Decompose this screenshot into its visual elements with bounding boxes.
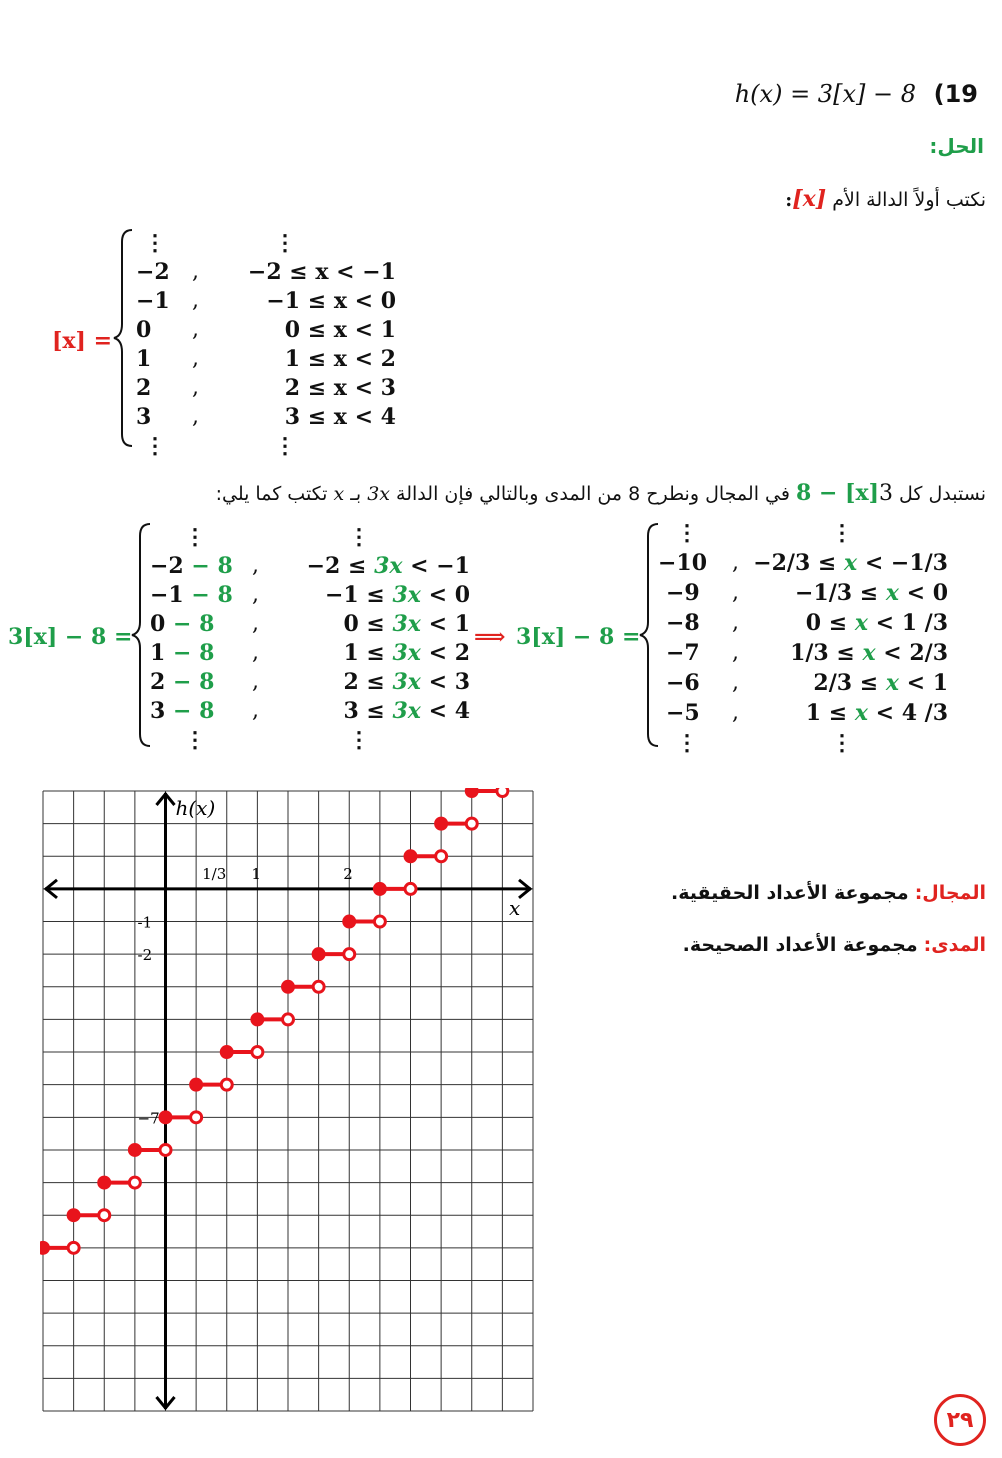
parent-lhs [52, 328, 112, 354]
page-number-text: ٢٩ [946, 1407, 974, 1433]
problem-function: h(x) = 3[x] − 8 [734, 80, 916, 108]
result-brace [638, 522, 660, 752]
step-open-point [99, 1210, 110, 1221]
result-row-interval [795, 580, 948, 606]
intro-symbol: [x] [792, 186, 827, 212]
step-closed-point [221, 1046, 233, 1058]
range-label: المدى: [923, 934, 986, 956]
result-row-comma: , [732, 670, 739, 695]
y-tick-label: -1 [137, 913, 153, 932]
parent-row [136, 433, 396, 462]
result-interval-c: < 1 /3 [867, 610, 948, 636]
x-tick-label: 1/3 [202, 864, 227, 883]
result-interval-a: 0 ≤ [805, 610, 855, 636]
step-closed-point [343, 916, 355, 928]
parent-row-value: 3 [136, 404, 152, 430]
transformed-value-num: ⋮ [184, 727, 206, 753]
transformed-interval-b: 3x [392, 698, 421, 724]
range-text: مجموعة الأعداد الصحيحة. [682, 934, 918, 956]
result-interval-a: ⋮ [831, 520, 853, 546]
result-row-value: −10 [658, 550, 708, 576]
step-closed-point [98, 1177, 110, 1189]
parent-row [136, 259, 396, 288]
parent-row-interval: 2 ≤ x < 3 [284, 375, 396, 401]
intro-colon: : [785, 189, 793, 211]
step-open-point [283, 1014, 294, 1025]
parent-brace-svg [112, 228, 134, 448]
transformed-row-interval [343, 640, 470, 666]
step-open-point [129, 1177, 140, 1188]
step-open-point [68, 1242, 79, 1253]
step-open-point [160, 1144, 171, 1155]
result-row [658, 520, 948, 550]
result-row-value: −6 [666, 670, 700, 696]
result-row-comma: , [732, 640, 739, 665]
result-row-value: −9 [666, 580, 700, 606]
transformed-row [150, 698, 470, 727]
implies-arrow-text: ⟹ [474, 624, 506, 650]
transformed-value-minus: − 8 [183, 582, 233, 608]
transformed-row-value [150, 611, 214, 637]
step-closed-point [435, 818, 447, 830]
transformed-row-interval [343, 698, 470, 724]
transformed-interval-a: 2 ≤ [343, 669, 393, 695]
transformed-row-comma: , [252, 611, 259, 636]
implies-arrow [474, 624, 506, 650]
result-row-interval [806, 610, 948, 636]
step-open-point [191, 1112, 202, 1123]
transformed-row-comma: , [252, 640, 259, 665]
transformed-interval-c: < 0 [420, 582, 470, 608]
result-row-interval [831, 520, 853, 546]
result-interval-a: 2/3 ≤ [813, 670, 886, 696]
transformed-interval-a: 1 ≤ [343, 640, 393, 666]
result-interval-a: 1/3 ≤ [790, 640, 863, 666]
transformed-interval-b: 3x [392, 640, 421, 666]
parent-row-interval: −1 ≤ x < 0 [266, 288, 396, 314]
transformed-row-value [184, 727, 206, 753]
transformed-interval-a: 0 ≤ [343, 611, 393, 637]
graph [40, 788, 536, 1418]
step-closed-point [68, 1209, 80, 1221]
parent-row-interval: ⋮ [274, 230, 296, 256]
range-line [683, 934, 986, 956]
parent-row [136, 404, 396, 433]
replace-sentence [216, 480, 986, 506]
replace-3x: 3x [367, 483, 390, 505]
y-tick-label: −7 [137, 1109, 160, 1128]
parent-row-comma: , [192, 375, 199, 400]
parent-row-value: ⋮ [144, 230, 166, 256]
result-rows [658, 520, 948, 760]
result-row [658, 640, 948, 670]
parent-row-value: 2 [136, 375, 152, 401]
transformed-interval-c: < 3 [420, 669, 470, 695]
x-tick-label: 1 [251, 864, 261, 883]
transformed-interval-c: < 1 [420, 611, 470, 637]
replace-part4: تكتب كما يلي: [215, 483, 328, 505]
step-closed-point [251, 1013, 263, 1025]
result-interval-b: x [844, 550, 858, 576]
transformed-row-value [150, 640, 214, 666]
result-interval-c: < 4 /3 [867, 700, 948, 726]
transformed-interval-c: < −1 [402, 553, 470, 579]
transformed-interval-a: ⋮ [348, 727, 370, 753]
transformed-value-minus: − 8 [165, 669, 215, 695]
transformed-brace [130, 522, 152, 752]
transformed-row-interval [343, 669, 470, 695]
step-open-point [313, 981, 324, 992]
result-row-comma: , [732, 610, 739, 635]
transformed-row [150, 669, 470, 698]
result-interval-c: < −1/3 [857, 550, 948, 576]
transformed-value-minus: − 8 [183, 553, 233, 579]
result-row-value: −8 [666, 610, 700, 636]
transformed-interval-c: < 4 [420, 698, 470, 724]
transformed-interval-c: < 2 [420, 640, 470, 666]
replace-part2: بـ [350, 483, 362, 505]
parent-row-comma: , [192, 346, 199, 371]
parent-row-interval: −2 ≤ x < −1 [247, 259, 396, 285]
page-number [934, 1394, 986, 1446]
x-axis-label: x [509, 895, 521, 920]
problem-header [735, 80, 978, 108]
parent-row-value: 0 [136, 317, 152, 343]
transformed-value-minus: − 8 [165, 698, 215, 724]
result-interval-a: ⋮ [831, 730, 853, 756]
transformed-row-interval [343, 611, 470, 637]
step-closed-point [190, 1079, 202, 1091]
parent-row-interval: 0 ≤ x < 1 [284, 317, 396, 343]
step-closed-point [40, 1242, 49, 1254]
parent-row-comma: , [192, 317, 199, 342]
step-open-point [252, 1047, 263, 1058]
result-row-value: ⋮ [676, 730, 698, 756]
step-closed-point [466, 788, 478, 797]
step-closed-point [129, 1144, 141, 1156]
step-open-point [466, 818, 477, 829]
transformed-row-interval [307, 553, 470, 579]
transformed-row-value [150, 698, 214, 724]
replace-green: 8 − [x] [795, 480, 879, 506]
step-closed-point [282, 981, 294, 993]
result-row [658, 550, 948, 580]
transformed-lhs-text: 3[x] − 8 = [8, 624, 133, 650]
transformed-interval-a: ⋮ [348, 524, 370, 550]
step-open-point [374, 916, 385, 927]
result-brace-svg [638, 522, 660, 748]
domain-line [671, 882, 986, 904]
result-interval-b: x [854, 610, 868, 636]
parent-row-interval: ⋮ [274, 433, 296, 459]
transformed-value-num: 0 [150, 611, 166, 637]
transformed-value-num: −2 [150, 553, 184, 579]
result-interval-a: 1 ≤ [805, 700, 855, 726]
result-row-value: ⋮ [676, 520, 698, 546]
transformed-row-comma: , [252, 698, 259, 723]
parent-row-comma: , [192, 288, 199, 313]
problem-number: (19 [933, 80, 978, 108]
intro-line [785, 186, 986, 212]
result-row [658, 700, 948, 730]
parent-row-value: ⋮ [144, 433, 166, 459]
result-row [658, 670, 948, 700]
transformed-row-value [150, 669, 214, 695]
transformed-lhs [8, 624, 132, 650]
transformed-row-interval [348, 727, 370, 753]
step-open-point [221, 1079, 232, 1090]
result-row-interval [753, 550, 948, 576]
transformed-interval-b: 3x [392, 582, 421, 608]
transformed-value-minus: − 8 [165, 611, 215, 637]
parent-row-interval: 1 ≤ x < 2 [284, 346, 396, 372]
result-row-comma: , [732, 550, 739, 575]
transformed-row-value [150, 553, 233, 579]
step-open-point [436, 851, 447, 862]
parent-row-value: −1 [136, 288, 170, 314]
replace-x: x [333, 483, 345, 505]
result-lhs [516, 624, 640, 650]
result-row-interval [831, 730, 853, 756]
result-interval-b: x [854, 700, 868, 726]
parent-row [136, 230, 396, 259]
transformed-value-num: −1 [150, 582, 184, 608]
y-axis-label: h(x) [175, 796, 216, 820]
result-interval-c: < 2/3 [875, 640, 948, 666]
transformed-value-minus: − 8 [165, 640, 215, 666]
transformed-interval-b: 3x [392, 669, 421, 695]
result-row-interval [806, 700, 948, 726]
transformed-value-num: 2 [150, 669, 166, 695]
result-row [658, 730, 948, 760]
parent-row-value: −2 [136, 259, 170, 285]
transformed-brace-svg [130, 522, 152, 748]
result-interval-a: −2/3 ≤ [753, 550, 845, 576]
parent-row-comma: , [192, 259, 199, 284]
transformed-row-interval [325, 582, 470, 608]
transformed-value-num: ⋮ [184, 524, 206, 550]
result-row [658, 580, 948, 610]
transformed-row-value [184, 524, 206, 550]
transformed-interval-a: −2 ≤ [306, 553, 375, 579]
step-closed-point [160, 1111, 172, 1123]
parent-lhs-text: [x] = [52, 328, 113, 354]
transformed-value-num: 1 [150, 640, 166, 666]
transformed-row [150, 611, 470, 640]
step-closed-point [374, 883, 386, 895]
result-interval-c: < 0 [898, 580, 948, 606]
transformed-value-num: 3 [150, 698, 166, 724]
transformed-interval-a: 3 ≤ [343, 698, 393, 724]
transformed-interval-a: −1 ≤ [325, 582, 393, 608]
graph-svg [40, 788, 536, 1414]
result-row-comma: , [732, 700, 739, 725]
replace-part1: نستبدل كل [899, 483, 986, 505]
parent-row-comma: , [192, 404, 199, 429]
transformed-row-comma: , [252, 582, 259, 607]
replace-three: 3 [878, 481, 893, 506]
parent-row-value: 1 [136, 346, 152, 372]
transformed-row-comma: , [252, 553, 259, 578]
result-interval-a: −1/3 ≤ [794, 580, 886, 606]
result-row [658, 610, 948, 640]
transformed-interval-b: 3x [374, 553, 403, 579]
parent-row [136, 375, 396, 404]
transformed-interval-b: 3x [392, 611, 421, 637]
result-row-interval [790, 640, 948, 666]
step-open-point [405, 883, 416, 894]
result-row-value: −5 [666, 700, 700, 726]
transformed-row-comma: , [252, 669, 259, 694]
result-interval-c: < 1 [898, 670, 948, 696]
intro-text: نكتب أولاً الدالة الأم [832, 189, 986, 211]
x-tick-label: 2 [343, 864, 353, 883]
result-row-comma: , [732, 580, 739, 605]
domain-text: مجموعة الأعداد الحقيقية. [670, 882, 909, 904]
step-open-point [344, 949, 355, 960]
parent-brace [112, 228, 134, 452]
result-interval-b: x [885, 580, 899, 606]
parent-row [136, 288, 396, 317]
step-open-point [497, 788, 508, 797]
parent-rows [136, 230, 396, 462]
result-interval-b: x [862, 640, 876, 666]
result-row-interval [813, 670, 948, 696]
result-lhs-text: 3[x] − 8 = [516, 624, 641, 650]
parent-row [136, 346, 396, 375]
y-tick-label: -2 [137, 946, 153, 965]
transformed-row [150, 640, 470, 669]
step-closed-point [405, 850, 417, 862]
step-closed-point [313, 948, 325, 960]
transformed-row [150, 524, 470, 553]
solution-label: الحل: [929, 134, 984, 158]
result-interval-b: x [885, 670, 899, 696]
transformed-row [150, 582, 470, 611]
transformed-row [150, 727, 470, 756]
replace-part3: في المجال ونطرح 8 من المدى وبالتالي فإن الدالة [396, 483, 790, 505]
parent-row-interval: 3 ≤ x < 4 [284, 404, 396, 430]
transformed-rows [150, 524, 470, 756]
transformed-row [150, 553, 470, 582]
domain-label: المجال: [914, 882, 986, 904]
parent-row [136, 317, 396, 346]
result-row-value: −7 [666, 640, 700, 666]
transformed-row-value [150, 582, 233, 608]
transformed-row-interval [348, 524, 370, 550]
